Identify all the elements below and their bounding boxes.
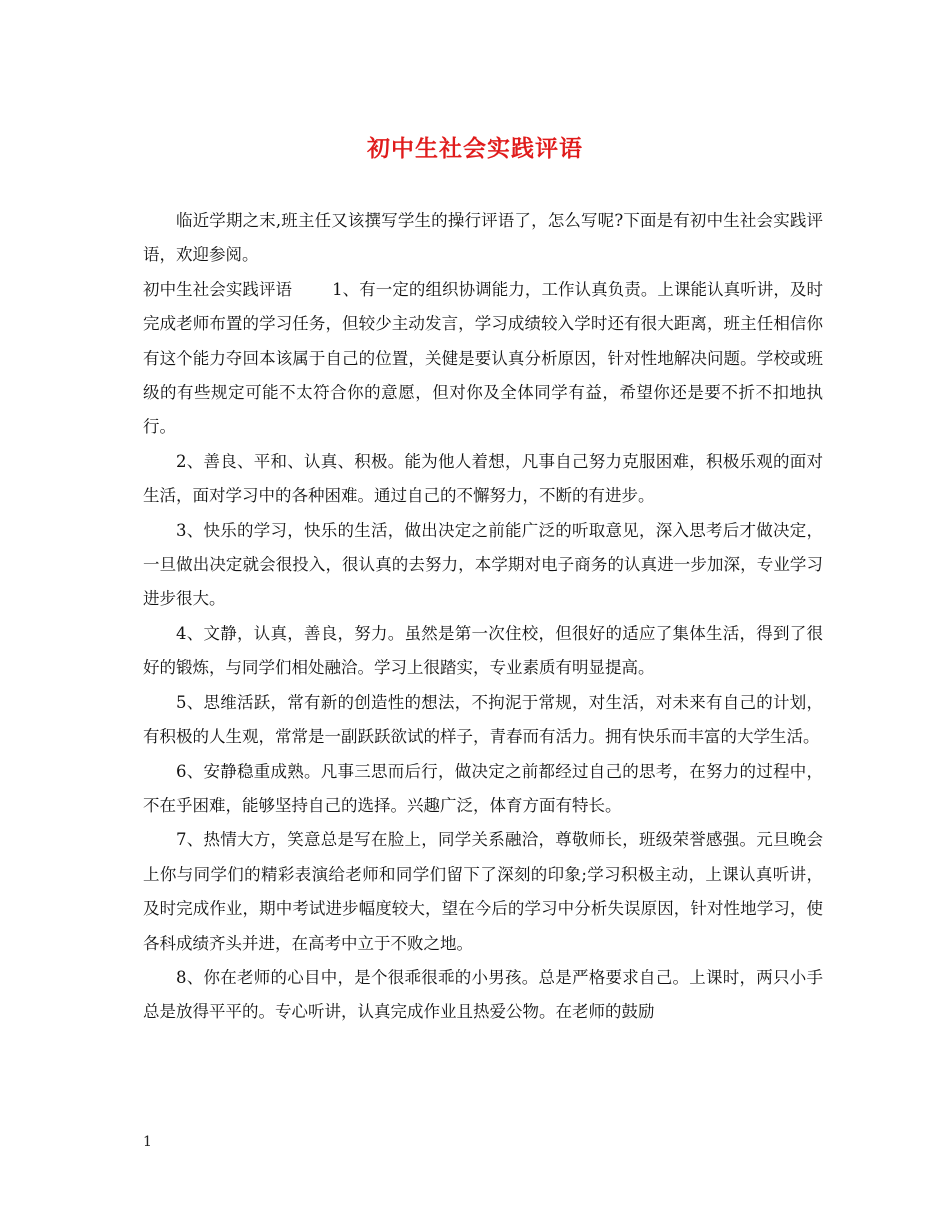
document-body: [143, 204, 823, 1030]
intro-paragraph: 临近学期之末,班主任又该撰写学生的操行评语了，怎么写呢?下面是有初中生社会实践评语，欢迎参阅。: [143, 211, 823, 265]
paragraph-3: 3、快乐的学习，快乐的生活，做出决定之前能广泛的听取意见，深入思考后才做决定，一旦做出决定就会很投入，很认真的去努力，本学期对电子商务的认真进一步加深，专业学习进步很大。: [143, 520, 823, 609]
paragraph-1-text: 1、有一定的组织协调能力，工作认真负责。上课能认真听讲，及时完成老师布置的学习任务，但较少主动发言，学习成绩较入学时还有很大距离，班主任相信你有这个能力夺回本该属于自己的位置，关健是要认真分析原因，针对性地解决问题。学校或班级的有些规定可能不太符合你的意愿，但对你及全体同学有益，希望你还是要不折不扣地执行。: [143, 279, 823, 437]
paragraph-4: 4、文静，认真，善良，努力。虽然是第一次住校，但很好的适应了集体生活，得到了很好的锻炼，与同学们相处融洽。学习上很踏实，专业素质有明显提高。: [143, 623, 823, 678]
paragraph-1: [143, 273, 823, 445]
paragraph-8: 8、你在老师的心目中，是个很乖很乖的小男孩。总是严格要求自己。上课时，两只小手总是放得平平的。专心听讲，认真完成作业且热爱公物。在老师的鼓励: [143, 967, 823, 1022]
paragraph-6: 6、安静稳重成熟。凡事三思而后行，做决定之前都经过自己的思考，在努力的过程中，不在乎困难，能够坚持自己的选择。兴趣广泛，体育方面有特长。: [143, 761, 823, 815]
paragraph-2: 2、善良、平和、认真、积极。能为他人着想，凡事自己努力克服困难，积极乐观的面对生活，面对学习中的各种困难。通过自己的不懈努力，不断的有进步。: [143, 451, 823, 506]
paragraph-7: 7、热情大方，笑意总是写在脸上，同学关系融洽，尊敬师长，班级荣誉感强。元旦晚会上你与同学们的精彩表演给老师和同学们留下了深刻的印象;学习积极主动，上课认真听讲，及时完成作业，期中考试进步幅度较大，望在今后的学习中分析失误原因，针对性地学习，使各科成绩齐头并进，在高考中立于不败之地。: [143, 830, 823, 953]
paragraph-5: 5、思维活跃，常有新的创造性的想法，不拘泥于常规，对生活，对未来有自己的计划，有积极的人生观，常常是一副跃跃欲试的样子，青春而有活力。拥有快乐而丰富的大学生活。: [143, 692, 823, 747]
section-subheading: 初中生社会实践评语: [143, 279, 293, 299]
page-number: 1: [143, 1134, 152, 1150]
page-title: 初中生社会实践评语: [367, 135, 583, 162]
